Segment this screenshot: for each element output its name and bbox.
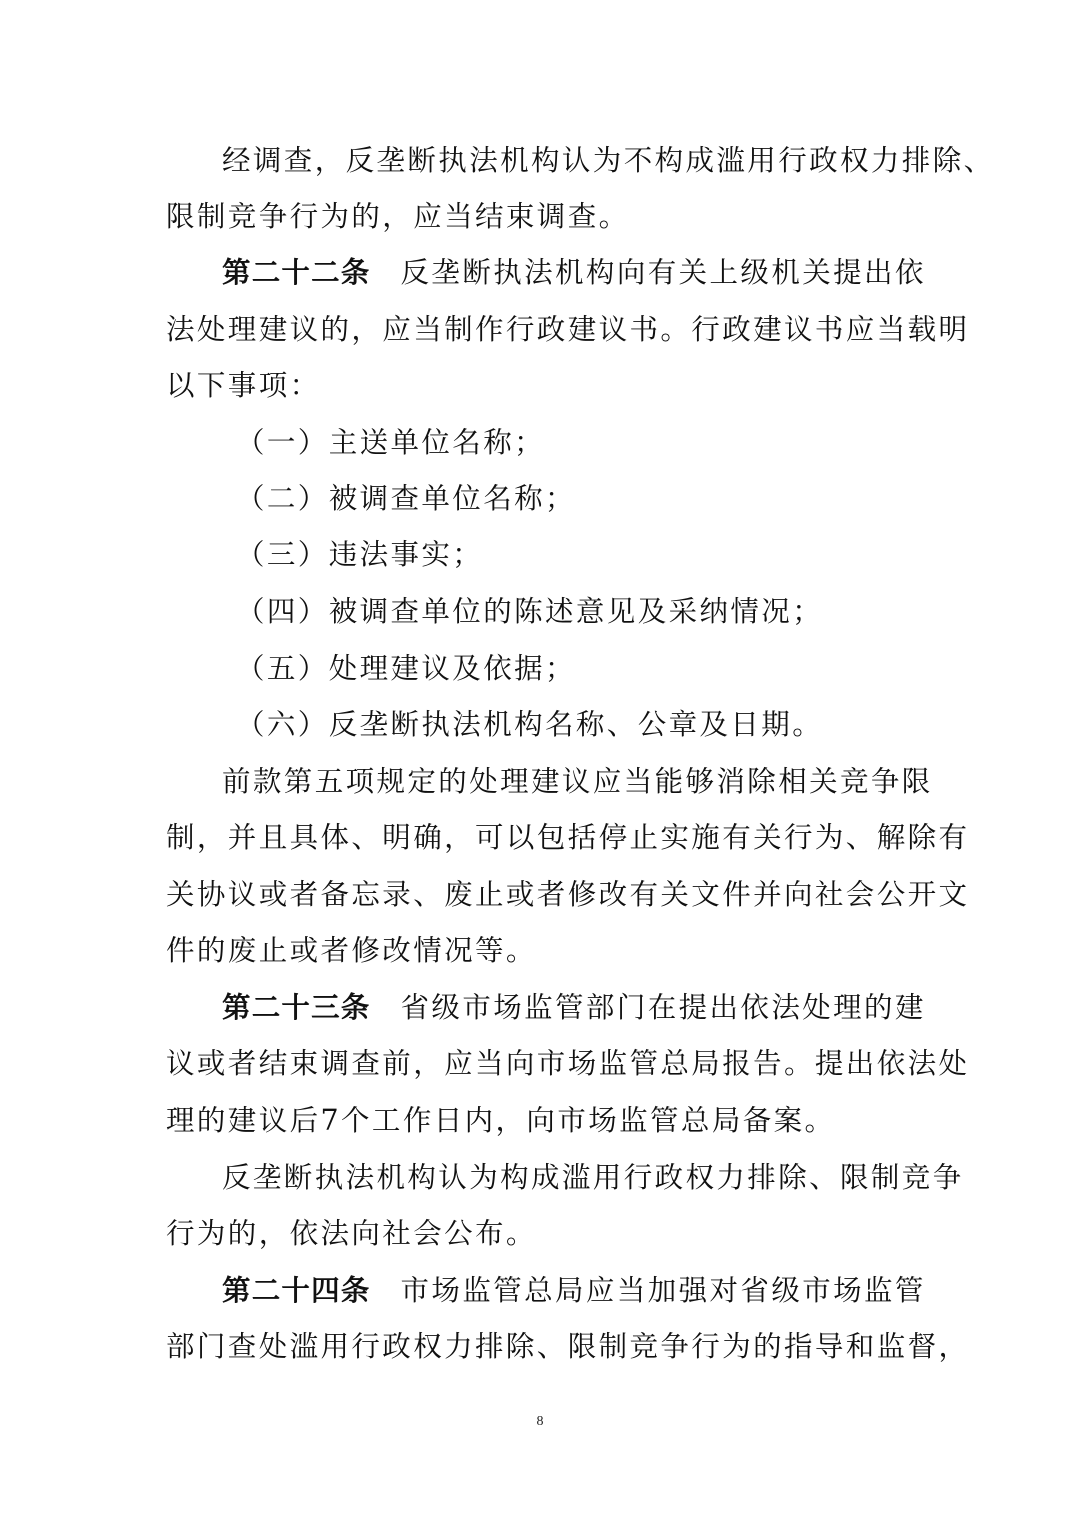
page-number: 8 <box>536 1414 544 1429</box>
paragraph-line: 前款第五项规定的处理建议应当能够消除相关竞争限 <box>222 765 933 798</box>
list-item: （六）反垄断执法机构名称、公章及日期。 <box>236 708 824 741</box>
paragraph-line: 部门查处滥用行政权力排除、限制竞争行为的指导和监督， <box>166 1330 970 1363</box>
paragraph-line: 限制竞争行为的，应当结束调查。 <box>166 200 630 233</box>
article-24-line: 第二十四条 市场监管总局应当加强对省级市场监管 <box>222 1274 926 1307</box>
list-item: （五）处理建议及依据； <box>236 652 576 685</box>
article-heading: 第二十三条 <box>222 991 371 1024</box>
article-23-line: 第二十三条 省级市场监管部门在提出依法处理的建 <box>222 991 926 1024</box>
list-item: （四）被调查单位的陈述意见及采纳情况； <box>236 595 824 628</box>
article-heading: 第二十二条 <box>222 256 371 289</box>
list-item: （二）被调查单位名称； <box>236 482 576 515</box>
article-22-line: 第二十二条 反垄断执法机构向有关上级机关提出依 <box>222 256 926 289</box>
paragraph-line: 关协议或者备忘录、废止或者修改有关文件并向社会公开文 <box>166 878 970 911</box>
paragraph-line: 件的废止或者修改情况等。 <box>166 934 537 967</box>
list-item: （一）主送单位名称； <box>236 426 546 459</box>
article-heading: 第二十四条 <box>222 1274 371 1307</box>
paragraph-line: 理的建议后7个工作日内，向市场监管总局备案。 <box>166 1104 836 1137</box>
list-item: （三）违法事实； <box>236 538 484 571</box>
paragraph-line: 议或者结束调查前，应当向市场监管总局报告。提出依法处 <box>166 1047 970 1080</box>
paragraph-line: 制，并且具体、明确，可以包括停止实施有关行为、解除有 <box>166 821 970 854</box>
paragraph-line: 反垄断执法机构认为构成滥用行政权力排除、限制竞争 <box>222 1161 964 1194</box>
paragraph-line: 经调查，反垄断执法机构认为不构成滥用行政权力排除、 <box>222 144 995 177</box>
paragraph-line: 法处理建议的，应当制作行政建议书。行政建议书应当载明 <box>166 313 970 346</box>
paragraph-line: 行为的，依法向社会公布。 <box>166 1217 537 1250</box>
paragraph-line: 以下事项： <box>166 369 321 402</box>
